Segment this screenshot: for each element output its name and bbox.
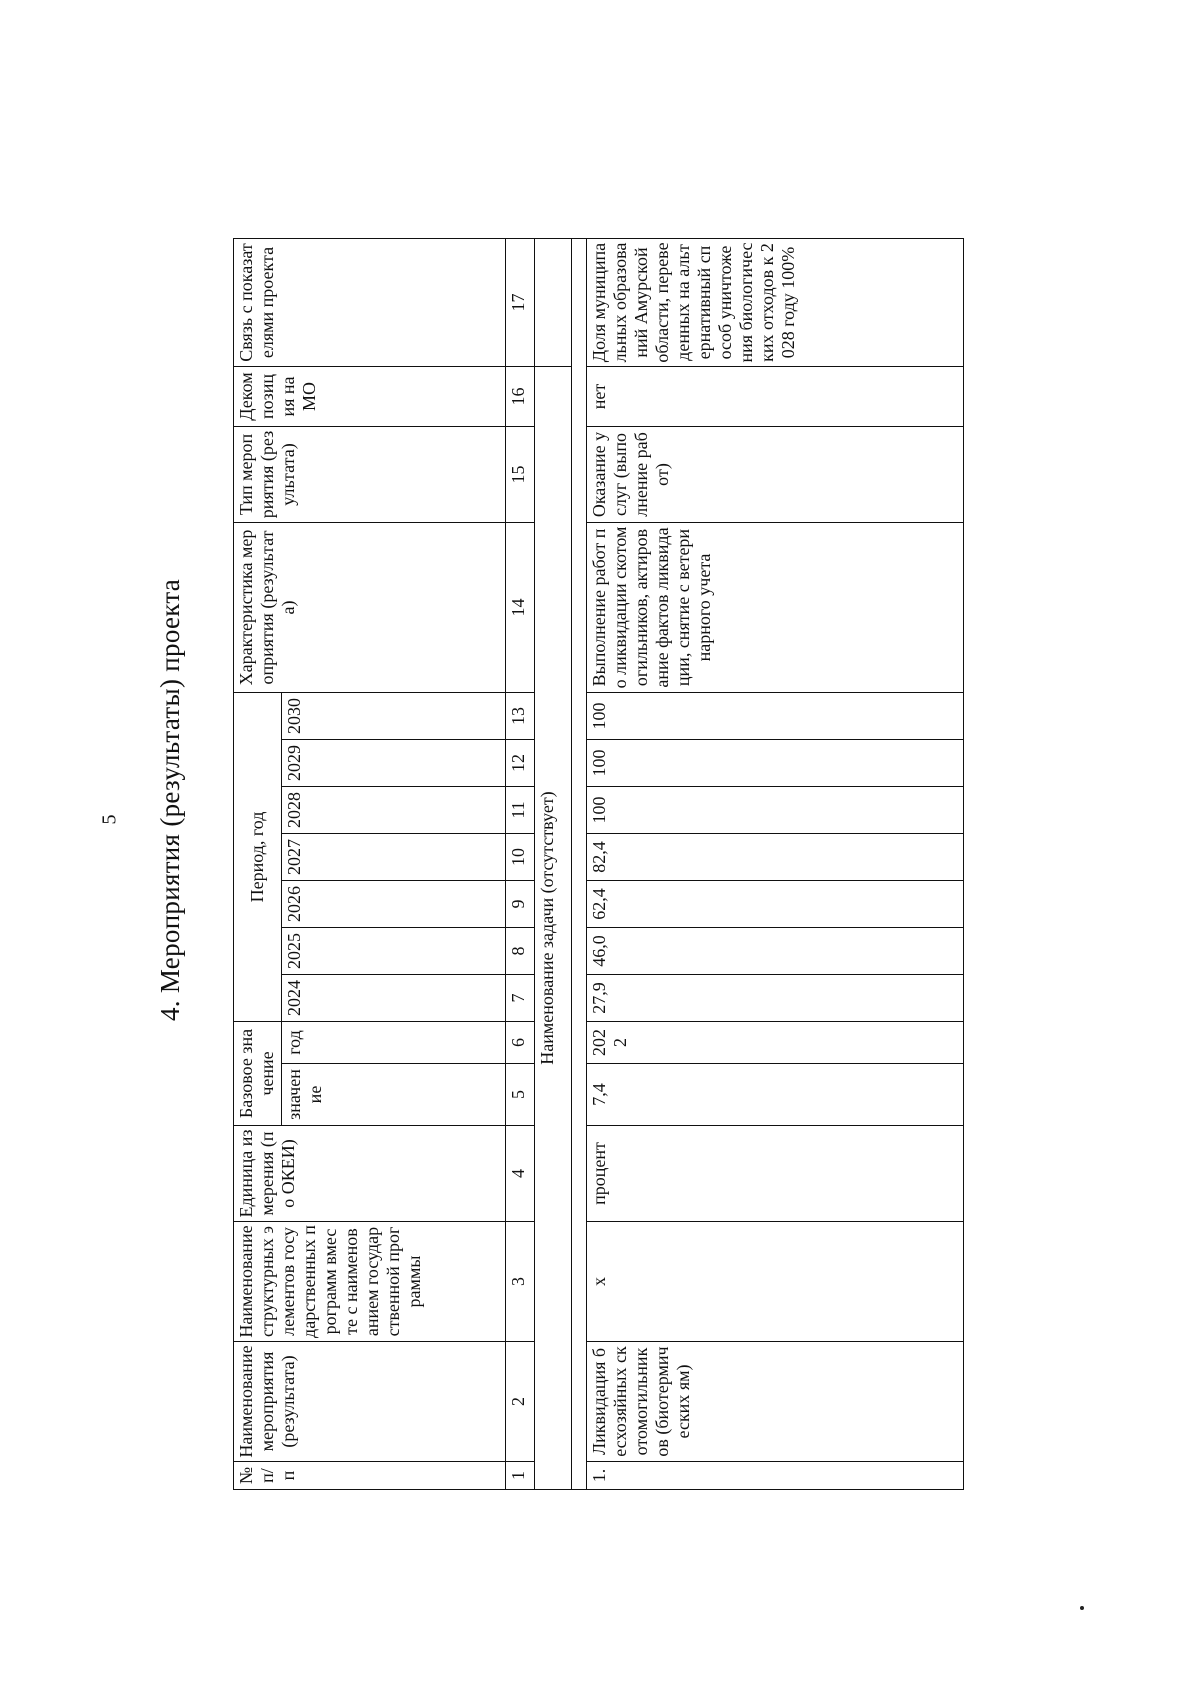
row-base-value: 7,4: [587, 1064, 964, 1126]
scan-speck: [1080, 1606, 1084, 1610]
header-characteristic: Характеристика мероприятия (результата): [234, 523, 506, 693]
row-characteristic: Выполнение работ по ликвидации скотомогильников, актирование фактов ликвидации, снятие с ветеринарного учета: [587, 523, 964, 693]
header-year: 2027: [282, 834, 506, 881]
header-year: 2029: [282, 740, 506, 787]
column-number: 11: [506, 787, 535, 834]
table-row: [587, 239, 964, 1490]
column-number: 2: [506, 1342, 535, 1462]
column-number: 12: [506, 740, 535, 787]
header-base-value-year: год: [282, 1022, 506, 1064]
column-number: 17: [506, 239, 535, 367]
column-number: 13: [506, 693, 535, 740]
column-number: 5: [506, 1064, 535, 1126]
row-activity-name: Ликвидация бесхозяйных скотомогильников (биотермических ям): [587, 1342, 964, 1462]
header-decomposition: Декомпозиция на МО: [234, 367, 506, 427]
row-value-2029: 100: [587, 740, 964, 787]
header-type: Тип мероприятия (результата): [234, 427, 506, 523]
column-number: 14: [506, 523, 535, 693]
row-value-2030: 100: [587, 693, 964, 740]
spacer-cell: [572, 239, 587, 1490]
column-number: 10: [506, 834, 535, 881]
activities-table: [233, 238, 964, 1490]
column-number: 8: [506, 928, 535, 975]
header-year: 2030: [282, 693, 506, 740]
column-number-row: [506, 239, 535, 1490]
column-number: 7: [506, 975, 535, 1022]
column-number: 3: [506, 1222, 535, 1342]
header-structural-elements: Наименование структурных элементов государственных программ вместе с наименованием государственной программы: [234, 1222, 506, 1342]
row-value-2027: 82,4: [587, 834, 964, 881]
header-num: № п/п: [234, 1462, 506, 1490]
header-year: 2025: [282, 928, 506, 975]
page-number: 5: [98, 814, 121, 825]
row-value-2026: 62,4: [587, 881, 964, 928]
row-base-year: 2022: [587, 1022, 964, 1064]
header-period: Период, год: [234, 693, 282, 1022]
row-value-2024: 27,9: [587, 975, 964, 1022]
row-structural-elements: х: [587, 1222, 964, 1342]
row-decomposition: нет: [587, 367, 964, 427]
task-name: Наименование задачи (отсутствует): [535, 367, 572, 1490]
task-row: [535, 239, 572, 1490]
header-base-value: Базовое значение: [234, 1022, 282, 1126]
header-link: Связь с показателями проекта: [234, 239, 506, 367]
rotated-page-content: [145, 20, 1045, 1520]
header-year: 2026: [282, 881, 506, 928]
header-year: 2024: [282, 975, 506, 1022]
header-year: 2028: [282, 787, 506, 834]
column-number: 16: [506, 367, 535, 427]
section-title: 4. Мероприятия (результаты) проекта: [155, 578, 185, 1022]
row-link: Доля муниципальных образований Амурской области, переведенных на альтернативный способ уничтожения биологических отходов к 2028 году 100%: [587, 239, 964, 367]
header-row-1: [234, 239, 282, 1490]
header-activity-name: Наименование мероприятия (результата): [234, 1342, 506, 1462]
row-number: 1.: [587, 1462, 964, 1490]
row-value-2025: 46,0: [587, 928, 964, 975]
column-number: 6: [506, 1022, 535, 1064]
header-unit: Единица измерения (по ОКЕИ): [234, 1126, 506, 1222]
row-value-2028: 100: [587, 787, 964, 834]
column-number: 9: [506, 881, 535, 928]
column-number: 15: [506, 427, 535, 523]
column-number: 4: [506, 1126, 535, 1222]
spacer-row: [572, 239, 587, 1490]
row-unit: процент: [587, 1126, 964, 1222]
header-base-value-value: значение: [282, 1064, 506, 1126]
row-type: Оказание услуг (выполнение работ): [587, 427, 964, 523]
column-number: 1: [506, 1462, 535, 1490]
task-row-end: [535, 239, 572, 367]
